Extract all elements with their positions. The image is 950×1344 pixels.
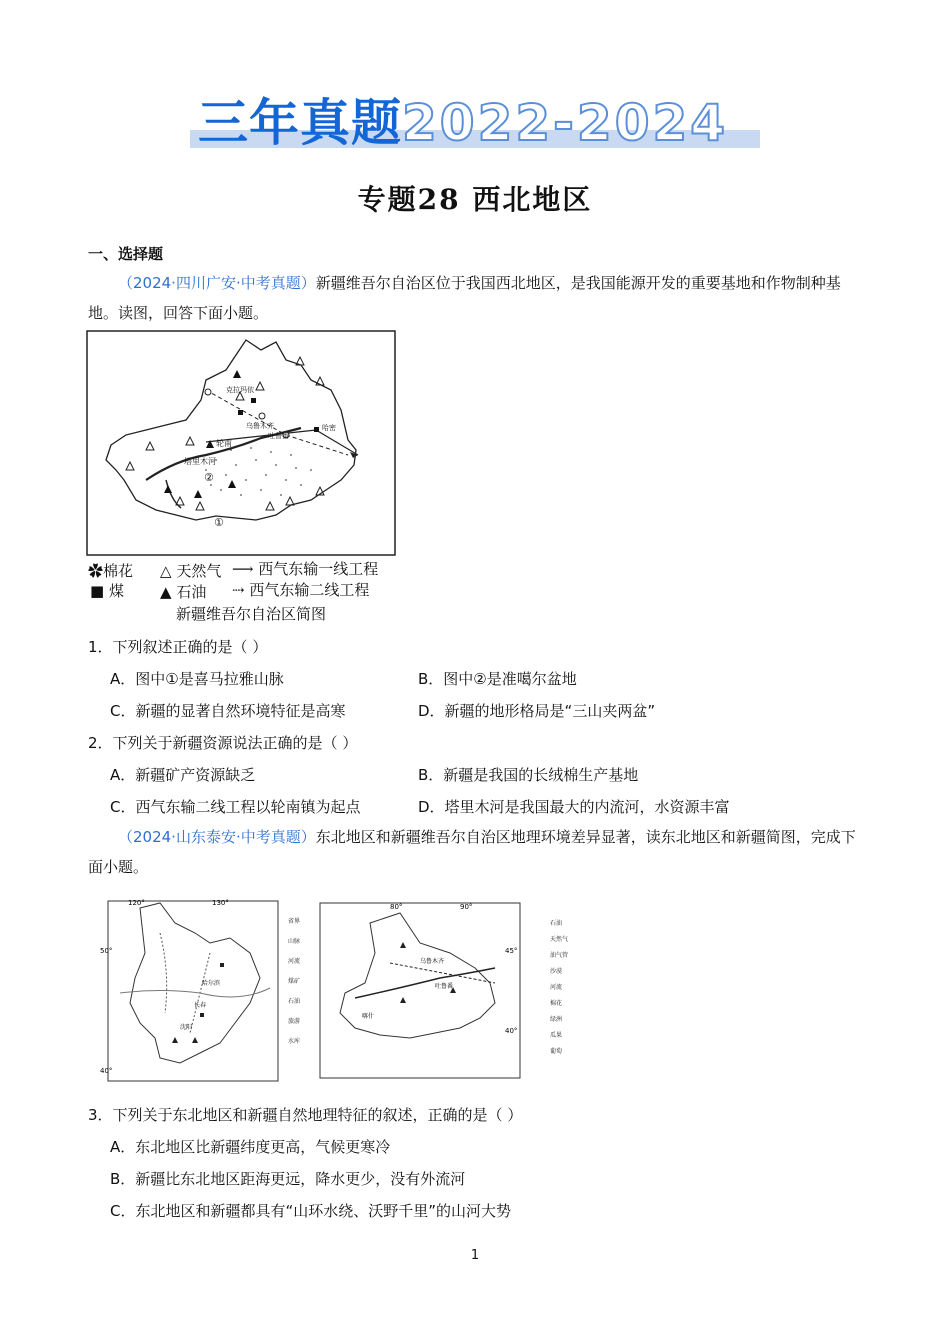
dashed-arrow-icon: ⇢ [232,581,245,599]
map1-label-tulufan: 吐鲁番 [268,432,289,440]
legend-line2 [232,579,369,600]
legend-oil-label: 石油 [176,583,207,601]
map1-caption: 新疆维吾尔自治区简图 [176,605,327,623]
q2-option-a: A．新疆矿产资源缺乏 [110,766,256,784]
passage-2-text: 东北地区和新疆维吾尔自治区地理环境差异显著，读东北地区和新疆简图，完成下面小题。 [88,828,856,876]
legend-line1 [232,558,378,579]
map1-label-circle1: ① [214,516,224,529]
map2-right-legend-3: 沙漠 [550,968,563,975]
map2-left-legend-5: 旅游 [288,1018,301,1025]
passage-1 [88,268,868,328]
map2-right-lon1: 80° [390,903,403,911]
legend-coal [90,580,124,601]
legend-oil [160,581,206,602]
page-title: 专题28 西北地区 [357,183,593,216]
map2-right-legend-7: 瓜果 [550,1032,563,1039]
map2-left-lat1: 50° [100,947,113,955]
map2-right-lat2: 40° [505,1027,518,1035]
passage-1-text: 新疆维吾尔自治区位于我国西北地区，是我国能源开发的重要基地和作物制种基地。读图，回答下面小题。 [88,274,841,322]
map2-left-legend-3: 煤矿 [288,978,301,985]
northeast-xinjiang-maps [100,893,580,1088]
map2-left-legend-0: 省界 [288,918,301,925]
legend-cotton-label: 棉花 [103,562,134,580]
map1-label-wulumuqi: 乌鲁木齐 [246,422,274,430]
map1-label-talimu: 塔里木河 [184,457,216,466]
cotton-icon: ✿ [88,562,104,580]
xinjiang-map [86,330,396,556]
legend-cotton [88,560,133,581]
solid-arrow-icon: ⟶ [232,560,254,578]
q1-option-b: B．图中②是准噶尔盆地 [418,670,577,688]
coal-icon: ■ [90,582,105,600]
question-1-stem: 1．下列叙述正确的是（ ） [88,638,268,656]
map2-left-city3: 沈阳 [180,1024,193,1031]
q3-option-b: B．新疆比东北地区距海更远，降水更少，没有外流河 [110,1170,466,1188]
map1-label-kelamayi: 克拉玛依 [226,386,254,394]
passage-1-source: （2024·四川广安·中考真题） [118,274,316,292]
question-3-stem: 3．下列关于东北地区和新疆自然地理特征的叙述，正确的是（ ） [88,1106,523,1124]
passage-2-source: （2024·山东泰安·中考真题） [118,828,316,846]
map2-left-city2: 长春 [194,1002,207,1009]
map2-left-lat2: 40° [100,1067,113,1075]
legend-line1-label: 西气东输一线工程 [258,560,379,578]
passage-2 [88,822,868,882]
map2-left-legend-2: 河流 [288,958,301,965]
question-2-stem: 2．下列关于新疆资源说法正确的是（ ） [88,734,358,752]
map2-left-lon1: 120° [128,899,145,907]
map2-left-legend-4: 石油 [288,998,301,1005]
q2-option-b: B．新疆是我国的长绒棉生产基地 [418,766,639,784]
page-number: 1 [470,1248,480,1263]
map1-label-circle2: ② [204,471,214,484]
map2-right-legend-1: 天然气 [550,936,569,943]
map2-right-legend-2: 油气管 [550,952,569,959]
map2-right-legend-8: 葡萄 [550,1048,563,1055]
map2-right-legend-5: 棉花 [550,1000,563,1007]
map2-right-city3: 喀什 [362,1013,375,1020]
map2-left-city1: 哈尔滨 [202,980,221,987]
legend-coal-label: 煤 [108,582,124,600]
legend-gas-label: 天然气 [176,562,222,580]
banner-years-text: 2022-2024 [402,94,729,152]
legend-gas [160,560,221,581]
map2-right-lat1: 45° [505,947,518,955]
q1-option-d: D．新疆的地形格局是“三山夹两盆” [418,702,656,720]
map2-left-legend-6: 水库 [288,1038,301,1045]
map2-right-legend-4: 河流 [550,984,563,991]
q2-option-d: D．塔里木河是我国最大的内流河，水资源丰富 [418,798,730,816]
map2-right-legend-0: 石油 [550,920,563,927]
q3-option-c: C．东北地区和新疆都具有“山环水绕、沃野千里”的山河大势 [110,1202,512,1220]
q1-option-c: C．新疆的显著自然环境特征是高寒 [110,702,346,720]
map2-right-city1: 乌鲁木齐 [420,958,445,965]
q3-option-a: A．东北地区比新疆纬度更高，气候更寒冷 [110,1138,391,1156]
gas-icon: △ [160,562,172,580]
map1-label-lunnan: 轮南 [216,439,232,448]
map2-right-legend-6: 绿洲 [550,1016,563,1023]
map2-left-lon2: 130° [212,899,229,907]
q2-option-c: C．西气东输二线工程以轮南镇为起点 [110,798,361,816]
map2-right-lon2: 90° [460,903,473,911]
q1-option-a: A．图中①是喜马拉雅山脉 [110,670,284,688]
banner-text [198,94,728,152]
map2-left-legend-1: 山脉 [288,938,301,945]
legend-line2-label: 西气东输二线工程 [249,581,370,599]
map2-right-city2: 吐鲁番 [435,983,454,990]
oil-icon: ▲ [160,583,172,601]
banner-main-text: 三年真题 [198,94,402,152]
section-heading: 一、选择题 [88,245,164,263]
map1-label-hami: 哈密 [322,424,336,432]
header-banner [190,94,760,154]
